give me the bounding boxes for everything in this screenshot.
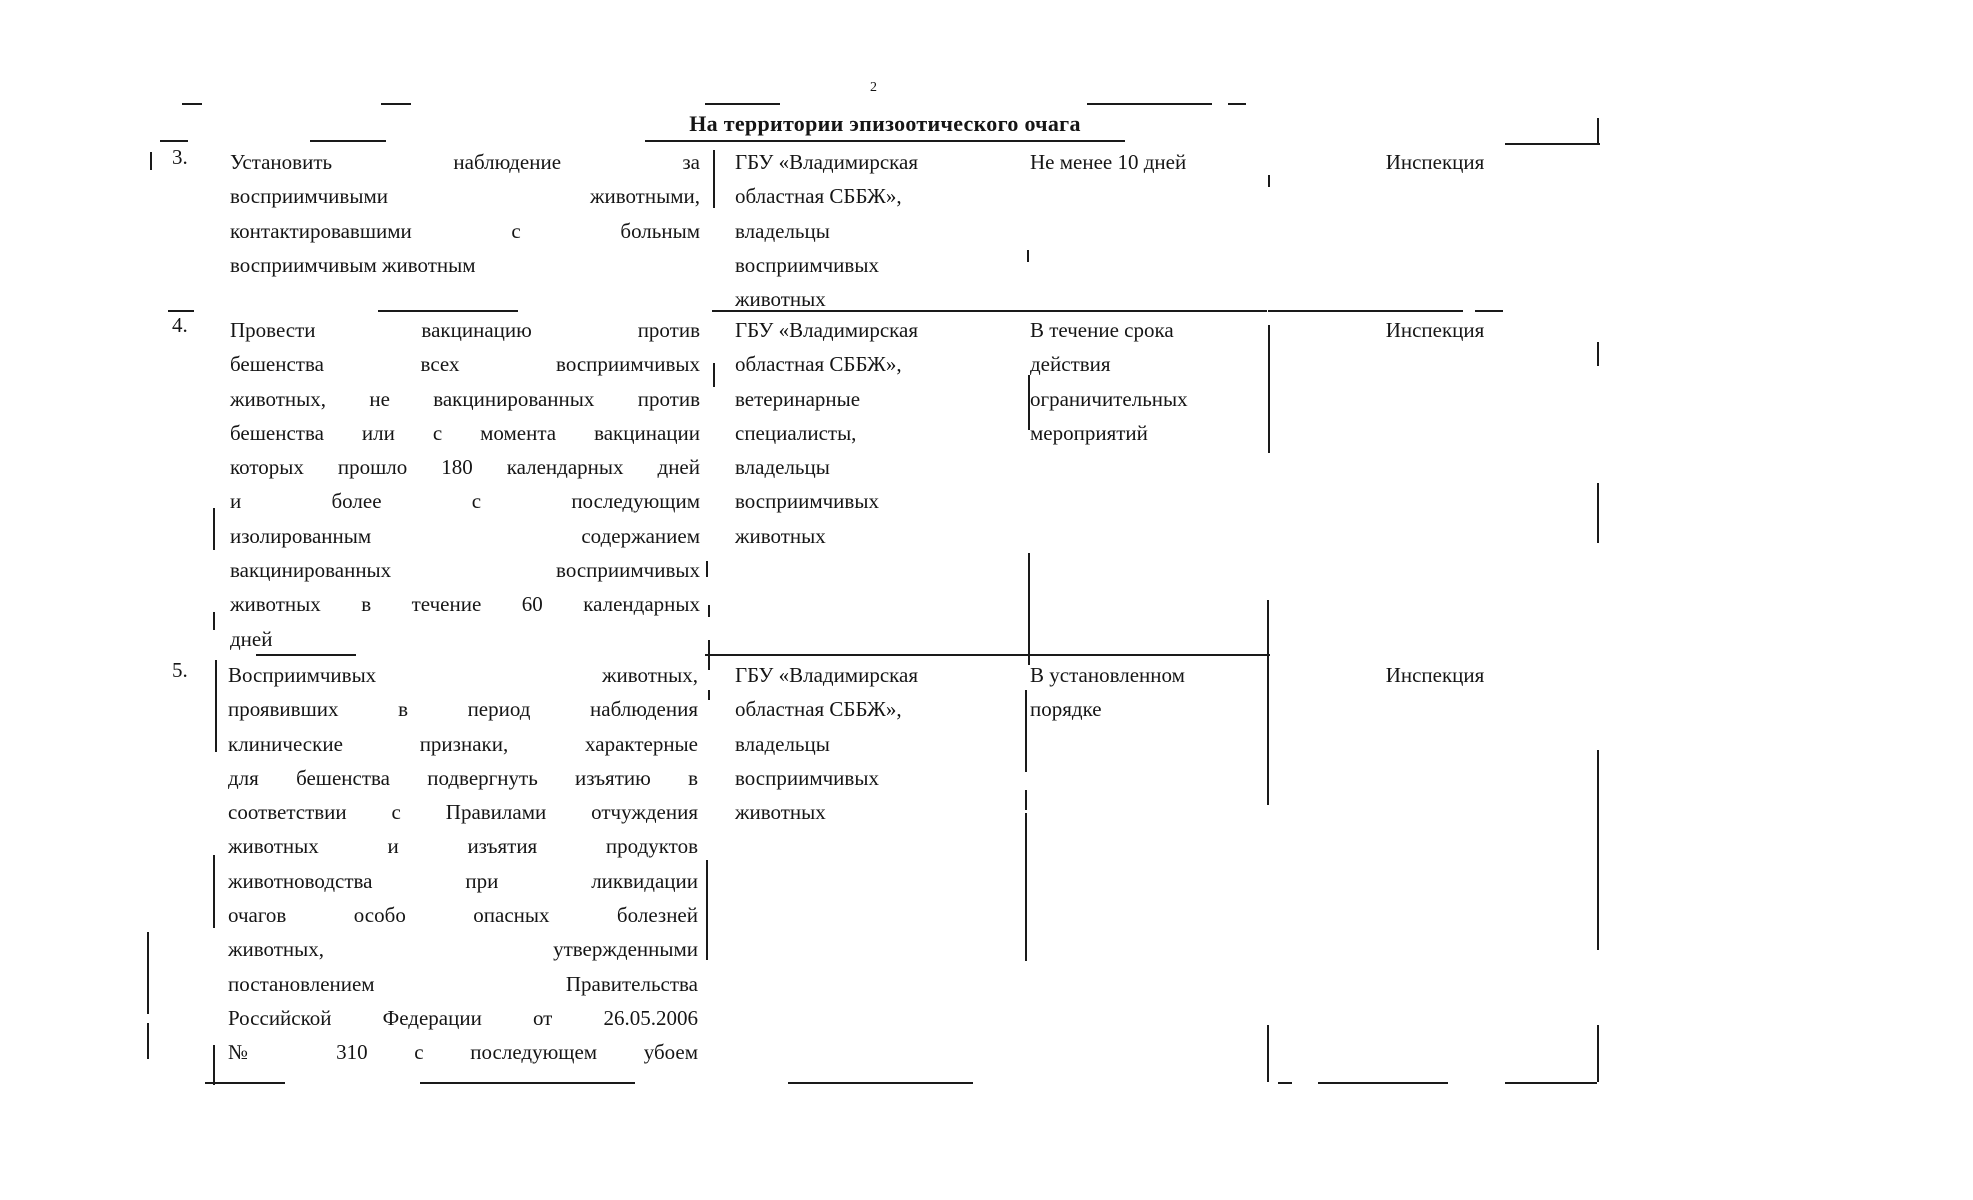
action-line: бешенства или с момента вакцинации (230, 420, 700, 445)
executor-line: ветеринарные (735, 386, 861, 411)
border-fragment (706, 561, 708, 577)
border-fragment (1027, 250, 1029, 262)
action-line: для бешенства подвергнуть изъятию в (228, 765, 698, 790)
border-fragment (147, 932, 149, 1014)
border-fragment (1028, 553, 1030, 665)
section-title: На территории эпизоотического очага (689, 111, 1081, 136)
action-line: вакцинированных восприимчивых (230, 558, 700, 583)
border-fragment (147, 1023, 149, 1059)
border-fragment (1025, 813, 1027, 961)
executor-line: областная СББЖ», (735, 184, 902, 209)
term-line: ограничительных (1030, 386, 1188, 411)
action-line: клинические признаки, характерные (228, 731, 698, 756)
border-fragment (705, 103, 780, 105)
border-fragment (1597, 118, 1599, 144)
action-line: восприимчивым животным (230, 252, 476, 277)
executor-line: ГБУ «Владимирская (735, 318, 919, 342)
border-fragment (1597, 750, 1599, 950)
executor-line: владельцы (735, 455, 830, 480)
action-line: очагов особо опасных болезней (228, 903, 698, 928)
executor-line: владельцы (735, 731, 830, 756)
executor-line: животных (735, 523, 826, 548)
action-line: Провести вакцинацию против (230, 318, 700, 342)
border-fragment (378, 310, 518, 312)
border-fragment (1268, 325, 1270, 453)
border-fragment (1475, 310, 1503, 312)
border-fragment (420, 1082, 635, 1084)
executor-line: владельцы (735, 218, 830, 243)
action-line: которых прошло 180 календарных дней (230, 455, 700, 480)
action-line: Российской Федерации от 26.05.2006 (228, 1005, 698, 1030)
control-cell: Инспекция (1385, 663, 1485, 687)
border-fragment (1087, 103, 1212, 105)
action-line: № 310 с последующем убоем (228, 1040, 698, 1065)
action-line: соответствии с Правилами отчуждения (228, 800, 698, 825)
term-line: мероприятий (1030, 420, 1148, 445)
term-cell (1030, 658, 1266, 727)
border-fragment (1278, 1082, 1292, 1084)
border-fragment (1025, 690, 1027, 772)
border-fragment (1267, 600, 1269, 805)
border-fragment (708, 640, 710, 670)
executor-line: областная СББЖ», (735, 352, 902, 377)
border-fragment (205, 1082, 285, 1084)
border-fragment (1597, 342, 1599, 366)
executor-line: восприимчивых (735, 252, 879, 277)
action-line: Восприимчивых животных, (228, 663, 698, 687)
border-fragment (160, 140, 188, 142)
row-number: 5. (172, 658, 188, 682)
action-line: бешенства всех восприимчивых (230, 352, 700, 377)
border-fragment (1025, 790, 1027, 810)
term-cell (1030, 313, 1266, 450)
action-line: изолированным содержанием (230, 523, 700, 548)
executor-line: ГБУ «Владимирская (735, 663, 919, 687)
action-line: проявивших в период наблюдения (228, 697, 698, 722)
border-fragment (213, 855, 215, 928)
control-cell: Инспекция (1385, 150, 1485, 174)
border-fragment (1318, 1082, 1448, 1084)
border-fragment (381, 103, 411, 105)
action-line: дней (230, 626, 273, 651)
executor-line: ГБУ «Владимирская (735, 150, 919, 174)
executor-line: восприимчивых (735, 489, 879, 514)
border-fragment (1268, 175, 1270, 187)
border-fragment (168, 310, 194, 312)
border-fragment (713, 150, 715, 208)
action-line: и более с последующим (230, 489, 700, 514)
action-line: животных, не вакцинированных против (230, 386, 700, 411)
border-fragment (708, 605, 710, 617)
border-fragment (310, 140, 386, 142)
border-fragment (1505, 1082, 1597, 1084)
border-fragment (1228, 103, 1246, 105)
border-fragment (213, 1045, 215, 1085)
term-line: В установленном (1030, 663, 1185, 687)
row-number: 4. (172, 313, 188, 337)
action-line: животных, утвержденными (228, 937, 698, 962)
executor-line: восприимчивых (735, 765, 879, 790)
border-fragment (713, 363, 715, 387)
action-line: восприимчивыми животными, (230, 184, 700, 209)
border-fragment (788, 1082, 973, 1084)
border-fragment (708, 690, 710, 700)
border-fragment (706, 860, 708, 960)
action-cell (230, 145, 700, 282)
border-fragment (213, 508, 215, 550)
action-line: животноводства при ликвидации (228, 868, 698, 893)
executor-line: животных (735, 800, 826, 825)
executor-cell (735, 313, 1005, 553)
executor-line: областная СББЖ», (735, 697, 902, 722)
border-fragment (213, 612, 215, 630)
control-cell: Инспекция (1385, 318, 1485, 342)
action-line: Установить наблюдение за (230, 150, 700, 174)
border-fragment (645, 140, 1125, 142)
border-fragment (150, 152, 152, 170)
border-fragment (182, 103, 202, 105)
executor-cell (735, 658, 1005, 829)
border-fragment (1597, 1025, 1599, 1082)
action-line: животных в течение 60 календарных (230, 592, 700, 617)
action-line: животных и изъятия продуктов (228, 834, 698, 859)
executor-line: животных (735, 287, 826, 312)
border-fragment (1268, 310, 1463, 312)
row-number: 3. (172, 145, 188, 169)
term-line: В течение срока (1030, 318, 1174, 342)
border-fragment (1597, 483, 1599, 543)
action-cell (230, 313, 700, 656)
border-fragment (215, 660, 217, 752)
action-line: постановлением Правительства (228, 971, 698, 996)
action-line: контактировавшими с больным (230, 218, 700, 243)
page-number: 2 (870, 80, 877, 95)
executor-cell (735, 145, 1005, 316)
executor-line: специалисты, (735, 420, 857, 445)
border-fragment (1267, 1025, 1269, 1082)
border-fragment (705, 654, 1270, 656)
term-line: порядке (1030, 697, 1102, 722)
term-cell (1030, 145, 1266, 179)
term-line: Не менее 10 дней (1030, 150, 1187, 174)
action-cell (228, 658, 698, 1070)
term-line: действия (1030, 352, 1111, 377)
